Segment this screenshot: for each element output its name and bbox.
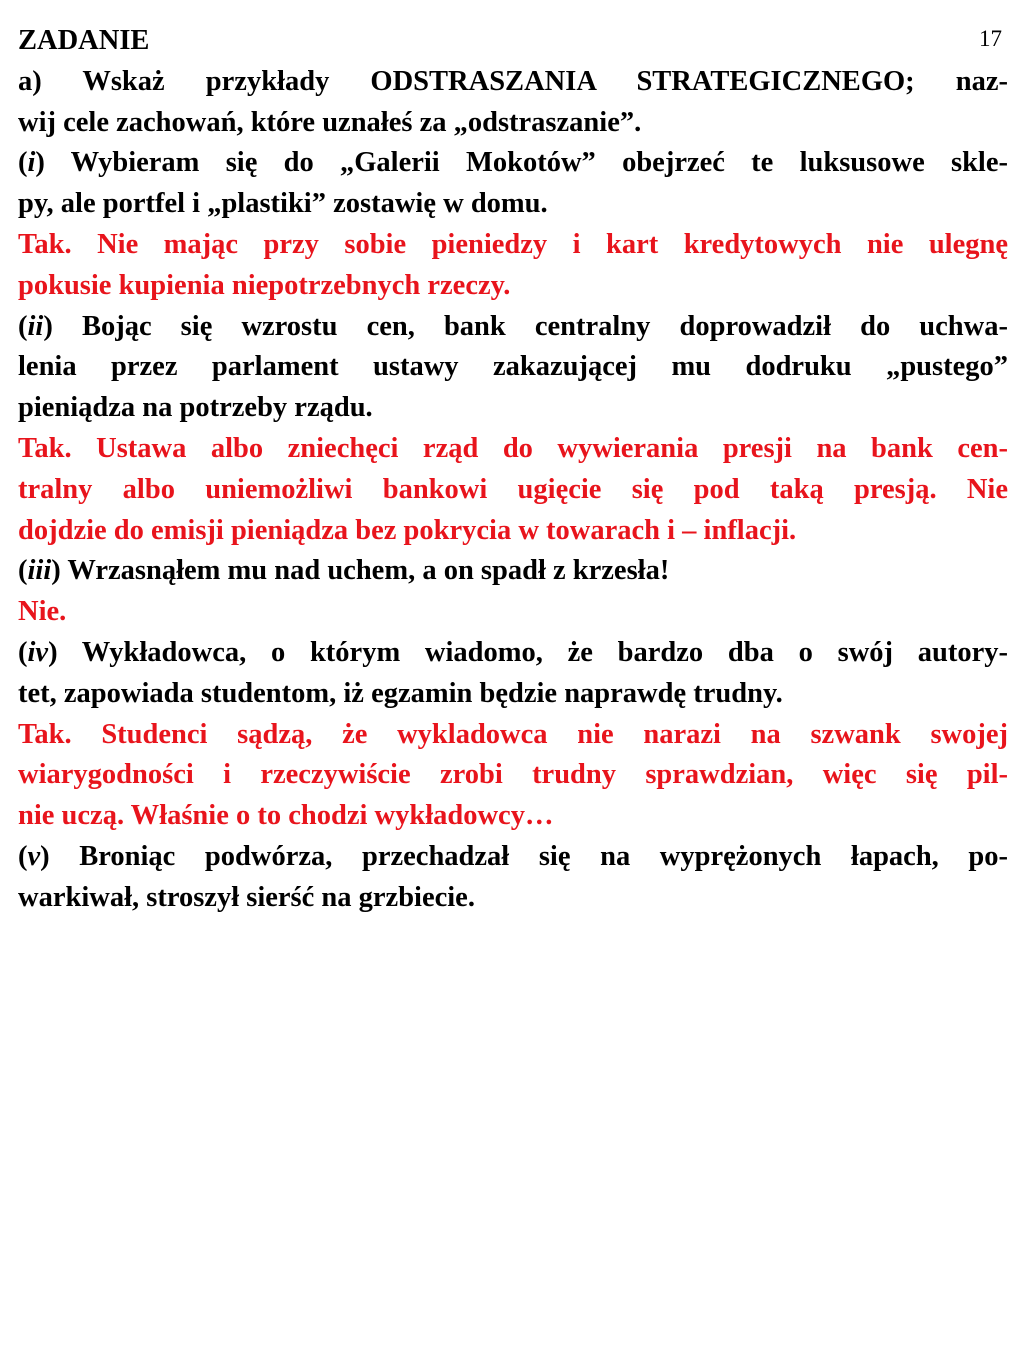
task-intro-line: wij cele zachowań, które uznałeś za „odstraszanie”. (18, 106, 642, 138)
answer-ii-line: Tak. Ustawa albo zniechęci rząd do wywierania presji na bank cen- (18, 432, 1008, 464)
answer-i-line: Tak. Nie mając przy sobie pieniedzy i kart kredytowych nie ulegnę (18, 228, 1008, 260)
question-numeral: v (27, 840, 41, 872)
question-numeral: iii (27, 555, 52, 587)
question-iv-line: (iv) Wykładowca, o którym wiadomo, że bardzo dba o swój autory- (18, 636, 1008, 668)
question-i-line: (i) Wybieram się do „Galerii Mokotów” obejrzeć te luksusowe skle- (18, 147, 1008, 179)
answer-i-line: pokusie kupienia niepotrzebnych rzeczy. (18, 269, 511, 301)
question-v-line: warkiwał, stroszył sierść na grzbiecie. (18, 881, 475, 913)
question-i-line: py, ale portfel i „plastiki” zostawię w domu. (18, 188, 548, 220)
answer-iv-line: Tak. Studenci sądzą, że wykladowca nie narazi na szwank swojej (18, 718, 1008, 750)
question-text: Wykładowca, o którym wiadomo, że bardzo dba o swój autory- (81, 636, 1008, 668)
question-numeral: ii (27, 310, 44, 342)
question-ii-line: (ii) Bojąc się wzrostu cen, bank centralny doprowadził do uchwa- (18, 310, 1008, 342)
task-content (18, 21, 1008, 919)
question-text: Bojąc się wzrostu cen, bank centralny doprowadził do uchwa- (81, 310, 1008, 342)
answer-ii-line: dojdzie do emisji pieniądza bez pokrycia w towarach i – inflacji. (18, 514, 797, 546)
question-numeral: iv (27, 636, 49, 668)
task-title: ZADANIE (18, 25, 150, 56)
task-intro-line: a) Wskaż przykłady ODSTRASZANIA STRATEGICZNEGO; naz- (18, 65, 1008, 97)
question-text: Wybieram się do „Galerii Mokotów” obejrzeć te luksusowe skle- (70, 147, 1008, 179)
answer-iv-line: wiarygodności i rzeczywiście zrobi trudny sprawdzian, więc się pil- (18, 759, 1008, 791)
answer-iii-line: Nie. (18, 596, 67, 628)
question-ii-line: pieniądza na potrzeby rządu. (18, 392, 373, 424)
question-text: Wrzasnąłem mu nad uchem, a on spadł z krzesła! (67, 555, 670, 587)
page-number: 17 (979, 26, 1002, 51)
question-iii-line: (iii) Wrzasnąłem mu nad uchem, a on spadł z krzesła! (18, 555, 670, 587)
question-ii-line: lenia przez parlament ustawy zakazującej mu dodruku „pustego” (18, 351, 1008, 383)
question-v-line: (v) Broniąc podwórza, przechadzał się na wyprężonych łapach, po- (18, 840, 1008, 872)
question-text: Broniąc podwórza, przechadzał się na wyprężonych łapach, po- (79, 840, 1008, 872)
question-numeral: i (27, 147, 36, 179)
answer-iv-line: nie uczą. Właśnie o to chodzi wykładowcy… (18, 800, 554, 832)
answer-ii-line: tralny albo uniemożliwi bankowi ugięcie się pod taką presją. Nie (18, 473, 1008, 505)
question-iv-line: tet, zapowiada studentom, iż egzamin będzie naprawdę trudny. (18, 677, 783, 709)
